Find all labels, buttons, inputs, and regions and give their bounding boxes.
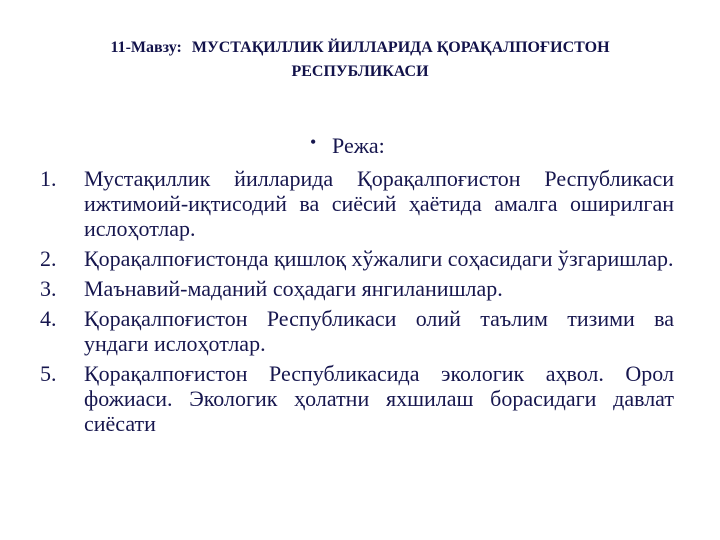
title-main: МУСТАҚИЛЛИК ЙИЛЛАРИДА ҚОРАҚАЛПОҒИСТОН РЕСПУБЛИКАСИ (191, 39, 610, 80)
list-item (40, 246, 674, 271)
item-number: 4. (40, 306, 57, 331)
item-text: Маънавий-маданий соҳадаги янгиланишлар. (84, 276, 503, 301)
item-text: Мустақиллик йилларида Қорақалпоғистон Республикаси ижтимоий-иқтисодий ва сиёсий ҳаётида амалга оширилган ислоҳотлар. (84, 166, 674, 241)
item-number: 1. (40, 166, 57, 191)
plan-heading (310, 132, 385, 160)
list-item (40, 166, 674, 241)
item-text: Қорақалпоғистон Республикасида экологик аҳвол. Орол фожиаси. Экологик ҳолатни яхшилаш борасидаги давлат сиёсати (84, 361, 674, 436)
list-item (40, 306, 674, 356)
list-item (40, 276, 674, 301)
item-number: 3. (40, 276, 57, 301)
bullet-icon: • (310, 132, 317, 152)
item-text: Қорақалпоғистонда қишлоқ хўжалиги соҳасидаги ўзгаришлар. (84, 246, 674, 271)
slide-title (40, 36, 680, 84)
plan-list (40, 166, 674, 441)
item-text: Қорақалпоғистон Республикаси олий таълим тизими ва ундаги ислоҳотлар. (84, 306, 674, 356)
item-number: 5. (40, 361, 57, 386)
title-prefix: 11-Мавзу: (110, 39, 182, 56)
plan-label: Режа: (332, 133, 385, 158)
item-number: 2. (40, 246, 57, 271)
list-item (40, 361, 674, 436)
